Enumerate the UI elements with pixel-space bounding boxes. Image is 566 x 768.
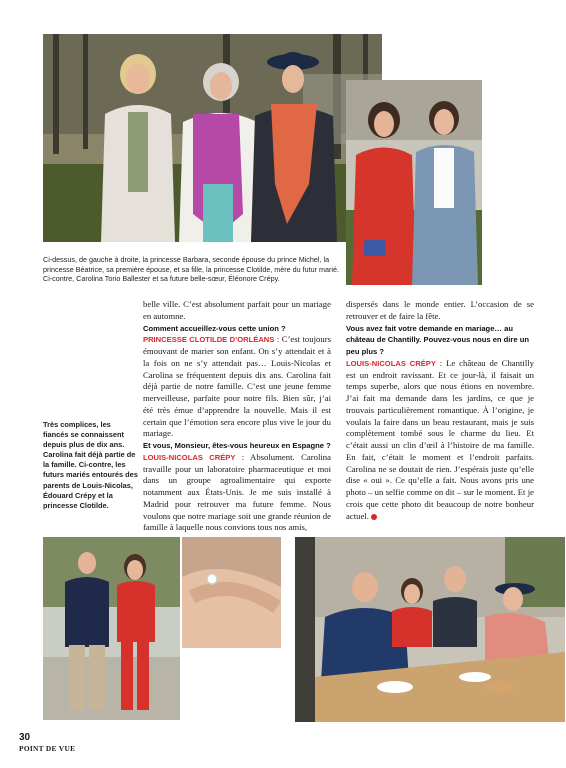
speaker-label: LOUIS-NICOLAS CRÉPY : <box>143 452 245 462</box>
answer-text: C’est toujours émouvant de marier son enfant. On s’y attendait et à la fois on ne s’y attendait pas… Louis-Nicolas et Carolina se fréquentent depuis dix ans. Carolina fait déjà partie de notre famille. C’est une jeune femme merveilleuse, parfaite pour notre fils. Bien sûr, j’ai été très émue d’apprendre la nouvelle. Mais il est certain que l’émotion sera encore plus vive le jour du mariage. <box>143 334 331 439</box>
interview-answer <box>346 358 534 523</box>
interview-answer <box>143 452 331 534</box>
interview-question: Vous avez fait votre demande en mariage… au château de Chantilly. Pouvez-vous nous en dire un peu plus ? <box>346 323 529 356</box>
end-mark-icon <box>371 514 377 520</box>
page-number: 30 <box>19 732 31 743</box>
photo-three-princesses <box>43 34 382 242</box>
interview-question: Et vous, Monsieur, êtes-vous heureux en Espagne ? <box>143 441 331 450</box>
photo-restaurant-table <box>295 537 565 722</box>
answer-text: Absolument. Carolina travaille pour un laboratoire pharmaceutique et moi dans un groupe agroalimentaire qui exporte notamment aux États-Unis. Je me suis installé à Madrid pour retrouver ma future femme. Nous voulons que notre mariage soit une grande réunion de famille à laquelle nous convions tous nos amis, <box>143 451 331 533</box>
interview-answer <box>143 334 331 440</box>
article-paragraph: belle ville. C’est absolument parfait pour un mariage en automne. <box>143 299 331 321</box>
interview-question: Comment accueillez-vous cette union ? <box>143 323 286 333</box>
article-column-2 <box>346 299 534 522</box>
answer-text: Le château de Chantilly est un endroit ravissant. Et ce jour-là, il faisait un temps superbe, alors que nous étions en novembre. J’ai fait ma demande dans les jardins, ce que je trouvais particulièrement romantique. À l’origine, je voulais la faire dans un beau restaurant, mais je suis complètement tombé sous le charme du lieu. Et c’était aussi un clin d’œil à l’histoire de ma famille. En fait, c’était le moment et l’endroit parfaits. Carolina ne se doutait de rien. J’espérais juste qu’elle dise « oui ». Ce qu’elle a fait. Nous avons pris une photo – un selfie comme on dit – sur le moment. Et je crois que cette photo dit beaucoup de notre bonheur actuel. <box>346 357 534 521</box>
article-column-1 <box>143 299 331 534</box>
speaker-label: LOUIS-NICOLAS CRÉPY : <box>346 358 443 368</box>
photo-engagement-ring <box>182 537 281 648</box>
photo-carolina-eleonore <box>346 80 482 285</box>
photo-couple-walking <box>43 537 180 720</box>
article-paragraph: dispersés dans le monde entier. L’occasion de se retrouver et de faire la fête. <box>346 299 534 321</box>
magazine-name: POINT DE VUE <box>19 744 76 753</box>
speaker-label: PRINCESSE CLOTILDE D’ORLÉANS : <box>143 335 280 345</box>
photo-caption-top: Ci-dessus, de gauche à droite, la princesse Barbara, seconde épouse du prince Michel, la princesse Béatrice, sa première épouse, et sa fille, la princesse Clotilde, mère du futur marié. Ci-contre, Carolina Torio Ballester et sa future belle-sœur, Éléonore Crépy. <box>43 255 340 284</box>
photo-caption-side: Très complices, les fiancés se connaissent depuis plus de dix ans. Carolina fait déjà partie de la famille. Ci-contre, les futurs mariés entourés des parents de Louis-Nicolas, Édouard Crépy et la princesse Clotilde. <box>43 420 138 510</box>
